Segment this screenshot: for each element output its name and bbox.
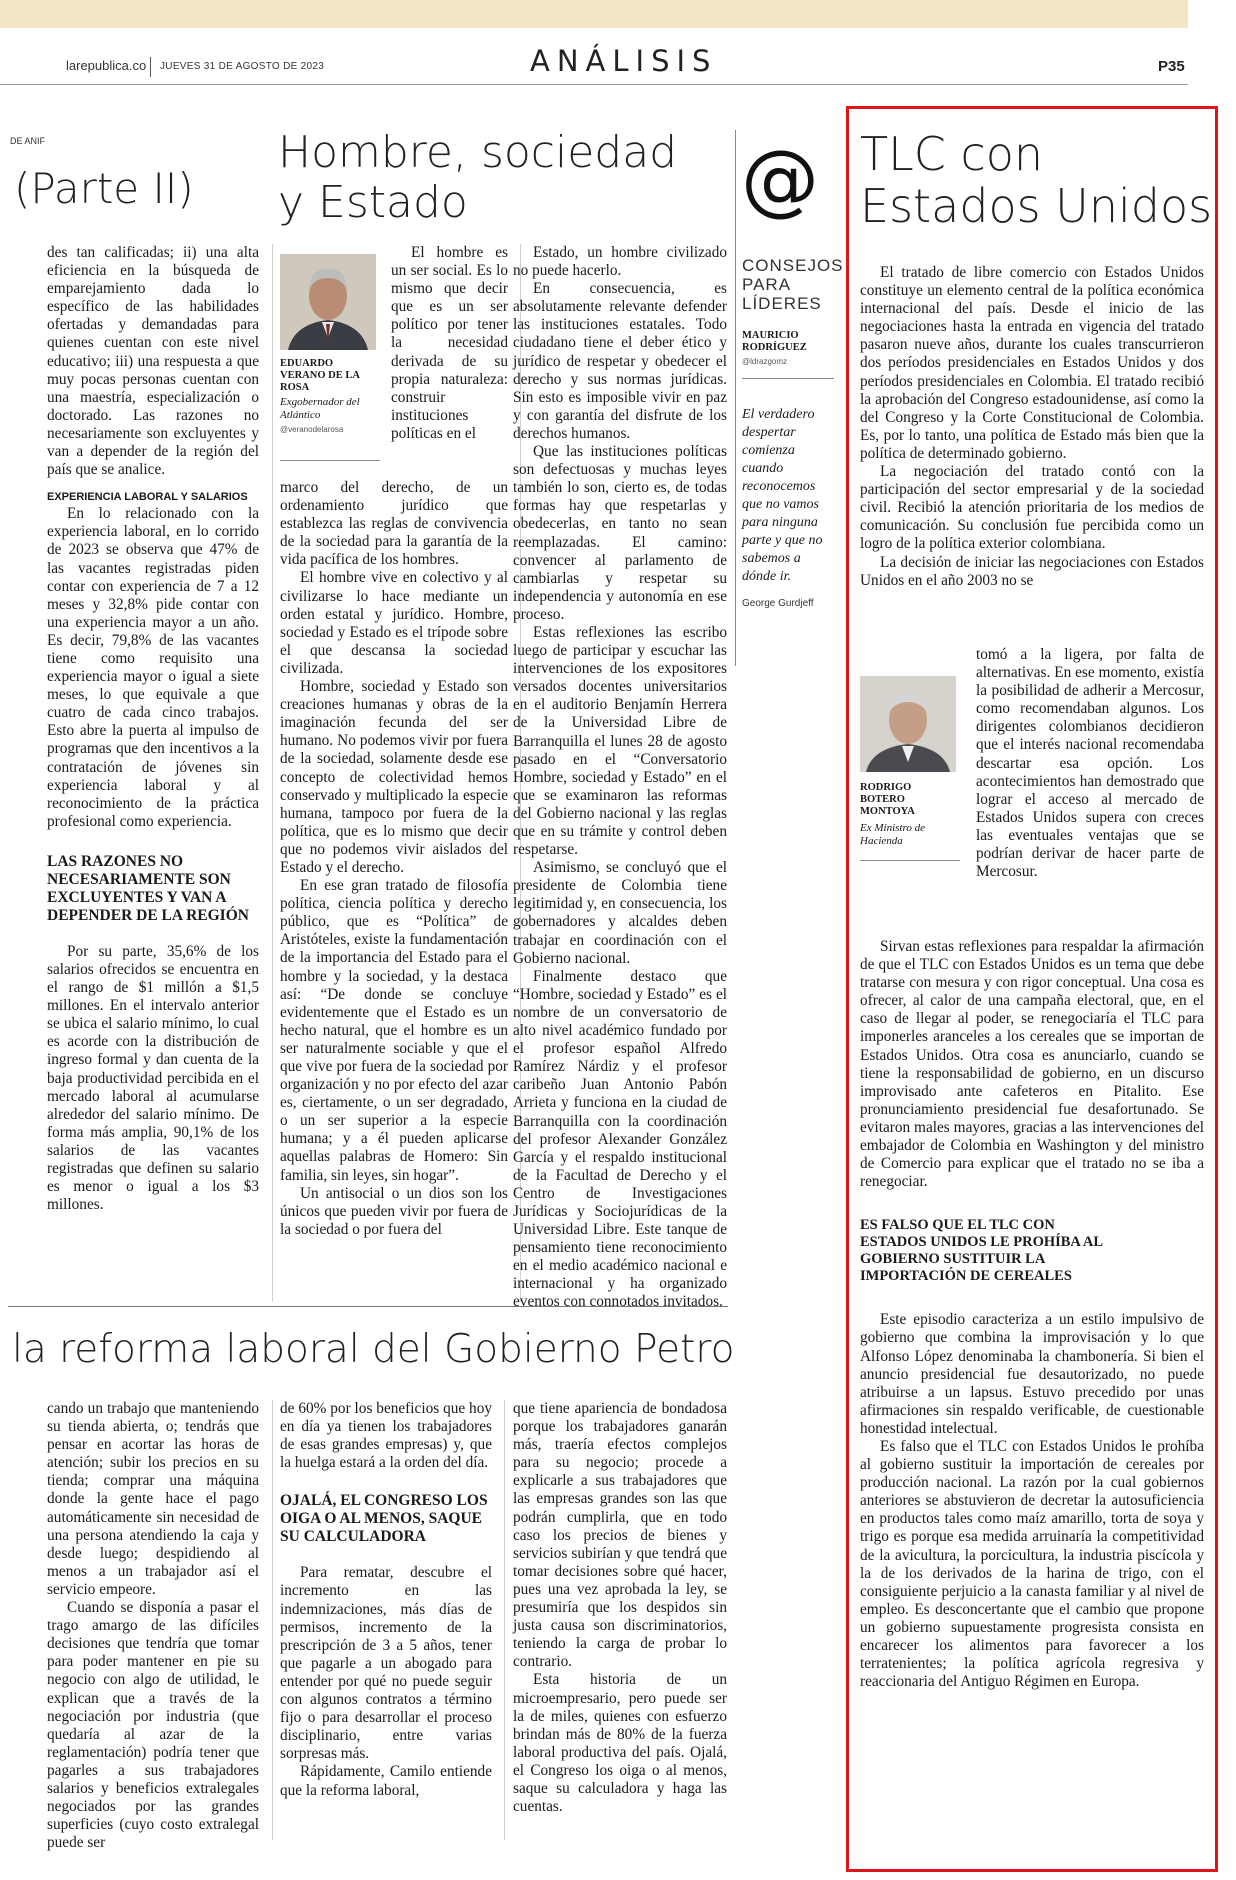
- top-color-bar: [0, 0, 1188, 28]
- paragraph: Es falso que el TLC con Estados Unidos le prohíba al gobierno sustituir la importación de cereales por producción nacional. La razón por la cual gobiernos anteriores se abstuvieron de decretar la autosuficiencia en productos tales como maíz amarillo, torta de soya y trigo es porque esa medida arruinaría la competitividad de la avicultura, la porcicultura, la industria piscícola y la de los derivados de la harina de trigo, con el consiguiente perjuicio a la canasta familiar y al nivel de empleo. Es desconcertante que el cambio que propone un gobierno supuestamente progresista consista en encarecer los alimentos para favorecer a los terratenientes; la política agrícola regresiva y reaccionaria del Antiguo Régimen en Europa.: [860, 1437, 1204, 1691]
- paragraph: Para rematar, descubre el incremento en las indemnizaciones, más días de permisos, incremento de la prescripción de 3 a 5 años, tener que pagarle a un abogado para entender por qué no puede seguir con algunos contratos a término fijo o para desarrollar el proceso disciplinario, entre varias sorpresas más.: [280, 1564, 492, 1763]
- paragraph: Sirvan estas reflexiones para respaldar la afirmación de que el TLC con Estados Unidos es un tema que debe tratarse con mesura y con rigor conceptual. Una cosa es ofrecer, al calor de una campaña electoral, que, en el caso de llegar al poder, se renegociaría el TLC para imponerles aranceles a los cereales que se importan de Estados Unidos. Otra cosa es anunciarlo, cuando se tiene la responsabilidad de gobierno, en un discurso improvisado ante cafeteros en Pitalito. Ese pronunciamiento presidencial fue desafortunado. Se evitaron males mayores, gracias a las intervenciones del embajador de Colombia en Washington y del ministro de Comercio para explicar que el tratado no se iba a renegociar.: [860, 938, 1204, 1191]
- right-column-bottom: [860, 938, 1204, 1691]
- bottom-title: la reforma laboral del Gobierno Petro: [12, 1327, 735, 1372]
- author-role: Exgobernador del Atlántico: [280, 396, 360, 421]
- paragraph: Cuando se disponía a pasar el trago amargo de las difíciles decisiones que tendría que tomar para poder mantener en pie su negocio con algo de utilidad, le explican que a través de la negociación por industria (que quedaría al azar de la reglamentación) podría tener que pagarles a sus trabajadores salarios y beneficios extralegales negociados por las grandes superficies (cuyo costo extralegal puede ser: [47, 1599, 259, 1852]
- right-column-top: [860, 264, 1204, 590]
- quote-author-handle[interactable]: @ldrazgomz: [742, 357, 788, 366]
- author-name: EDUARDO VERANO DE LA ROSA: [280, 358, 360, 393]
- paragraph: de 60% por los beneficios que hoy en día ya tienen los trabajadores de esas grandes empresas) y, que la huelga estará a la orden del día.: [280, 1400, 492, 1472]
- author-block-verano: [280, 358, 380, 434]
- right-narrow-column: [976, 646, 1204, 881]
- at-symbol: @: [741, 135, 819, 225]
- paragraph: Asimismo, se concluyó que el presidente de Colombia tiene legitimidad y, en consecuencia, los gobernadores y alcaldes deben trabajar en coordinación con el Gobierno nacional.: [513, 859, 727, 967]
- issue-date: JUEVES 31 DE AGOSTO DE 2023: [160, 61, 325, 72]
- paragraph: En ese gran tratado de filosofía política, ciencia política y derecho público, que es “Política” de Aristóteles, existe la fundamentación de la importancia del Estado para el hombre y la sociedad, y la destaca así: “De donde se concluye evidentemente que el Estado es un hecho natural, que el hombre es un ser naturalmente sociable y que el que vive por fuera de la sociedad por organización y no por efecto del azar es, ciertamente, o un ser degradado, o un ser superior a la especie humana; y a él pueden aplicarse aquellas palabras de Homero: Sin familia, sin leyes, sin hogar”.: [280, 877, 508, 1184]
- quote-rule: [742, 378, 834, 379]
- paragraph: La negociación del tratado contó con la participación del sector empresarial y de la sociedad civil. Recibió la atención prioritaria de los medios de comunicación. Su conclusión fue percibida como un logro de la política exterior colombiana.: [860, 463, 1204, 553]
- left-subhead: EXPERIENCIA LABORAL Y SALARIOS: [47, 491, 248, 504]
- column-divider: [272, 244, 273, 1302]
- middle-title: [278, 128, 677, 228]
- paragraph: Por su parte, 35,6% de los salarios ofrecidos se encuentra en el rango de $1 millón a $1,5 millones. En el intervalo anterior se ubica el salario mínimo, lo cual es acorde con la distribución de ingreso formal y dan cuenta de la baja productividad percibida en el mercado laboral al acumularse alrededor del salario mínimo. De forma más amplia, 90,1% de los salarios de las vacantes registradas que definen su salario es menor o igual a los $3 millones.: [47, 942, 259, 1214]
- section-title: ANÁLISIS: [530, 44, 718, 78]
- label-line: LÍDERES: [742, 294, 822, 313]
- paragraph: Estas reflexiones las escribo luego de participar y escuchar las intervenciones de los expositores versados docentes universitarios en el auditorio Benjamín Herrera de la Universidad Libre de Barranquilla el lunes 28 de agosto pasado en el “Conversatorio Hombre, sociedad y Estado” en el que se examinaron las reformas del Gobierno nacional y las reglas que en su trámite y control deben respetarse.: [513, 623, 727, 859]
- quote-author-name: MAURICIO RODRÍGUEZ: [742, 330, 807, 353]
- page-number: P35: [1158, 58, 1185, 75]
- right-title: [860, 128, 1212, 232]
- quote-author-block: [742, 330, 834, 366]
- site-name[interactable]: larepublica.co: [66, 58, 147, 73]
- paragraph: Esta historia de un microempresario, pero puede ser la de miles, quienes con esfuerzo brindan más de 80% de la fuerza laboral productiva del país. Ojalá, el Congreso los oiga o al menos, saque su calculadora y haga las cuentas.: [513, 1671, 727, 1816]
- left-column-1: [47, 244, 259, 1214]
- bottom-subhead: OJALÁ, EL CONGRESO LOS OIGA O AL MENOS, SAQUE SU CALCULADORA: [280, 1492, 488, 1546]
- quote-box-border: [735, 130, 736, 666]
- author-name: RODRIGO BOTERO MONTOYA: [860, 782, 915, 817]
- right-title-line2: Estados Unidos: [860, 179, 1213, 233]
- right-title-line1: TLC con: [860, 127, 1044, 181]
- left-kicker: DE ANIF: [10, 136, 46, 146]
- author-rule: [860, 860, 960, 861]
- paragraph: Que las instituciones políticas son defectuosas y muchas leyes también lo son, cierto es, de todas formas hay que respetarlas y obedecerlas, en tanto no sean reemplazadas. El camino: convencer al parlamento de cambiarlas y respetar su independencia y autonomía en ese proceso.: [513, 443, 727, 623]
- paragraph: Rápidamente, Camilo entiende que la reforma laboral,: [280, 1763, 492, 1799]
- left-title: (Parte II): [14, 164, 194, 213]
- paragraph: El hombre vive en colectivo y al civilizarse lo hace mediante un orden estatal y jurídico. Hombre, sociedad y Estado es el trípode sobre el que descansa la sociedad civilizada.: [280, 569, 508, 677]
- quote-text: El verdadero despertar comienza cuando reconocemos que no vamos para ninguna parte y que no sabemos a dónde ir.: [742, 407, 823, 584]
- middle-column-1: [280, 479, 508, 1239]
- quote-box-label: [742, 256, 844, 313]
- masthead-divider: [150, 57, 151, 77]
- paragraph: El tratado de libre comercio con Estados Unidos constituye un elemento central de la política económica internacional del país. Desde el inicio de las negociaciones hasta la entrada en vigencia del tratado pasaron nueve años, durante los cuales transcurrieron dos períodos presidenciales en Estados Unidos y dos períodos presidenciales en Colombia. El tratado recibió la aprobación del Congreso estadounidense, así como la del Congreso y la Corte Constitucional de Colombia. Es, por lo tanto, una política de Estado más bien que la política de determinado gobierno.: [860, 264, 1204, 462]
- paragraph: marco del derecho, de un ordenamiento jurídico que establezca las reglas de convivencia de la sociedad para la garantía de la vida pacífica de los hombres.: [280, 479, 508, 569]
- paragraph: Finalmente destaco que “Hombre, sociedad y Estado” es el nombre de un conversatorio de alto nivel académico fundado por el profesor español Alfredo Ramírez Nárdiz y el profesor caribeño Juan Antonio Pabón Arrieta y funciona en la ciudad de Barranquilla con la coordinación del profesor Alexander González García y el respaldo institucional de la Facultad de Derecho y el Centro de Investigaciones Jurídicas y Sociojurídicas de la Universidad Libre. Este tanque de pensamiento tiene reconocimiento en el medio académico nacional e internacional y ha organizado eventos con connotados invitados.: [513, 967, 727, 1311]
- author-photo-verano: [280, 254, 376, 350]
- right-subhead: ES FALSO QUE EL TLC CON ESTADOS UNIDOS LE PROHÍBA AL GOBIERNO SUSTITUIR LA IMPORTACIÓN DE CEREALES: [860, 1217, 1103, 1285]
- middle-title-line1: Hombre, sociedad: [278, 127, 678, 178]
- author-rule: [280, 460, 380, 461]
- column-divider: [272, 1400, 273, 1840]
- label-line: CONSEJOS: [742, 256, 844, 275]
- author-block-botero: [860, 782, 956, 848]
- author-photo-botero: [860, 676, 956, 772]
- paragraph: La decisión de iniciar las negociaciones con Estados Unidos en el año 2003 no se: [860, 553, 1204, 589]
- bottom-column-3: [513, 1400, 727, 1816]
- middle-column-2: [513, 244, 727, 1312]
- bottom-column-1: [47, 1400, 259, 1852]
- paragraph: El hombre es un ser social. Es lo mismo que decir que es un ser político por tener la necesidad derivada de su propia naturaleza: construir instituciones políticas en el: [391, 244, 508, 442]
- middle-title-line2: y Estado: [278, 177, 468, 228]
- left-big-subhead: LAS RAZONES NO NECESARIAMENTE SON EXCLUYENTES Y VAN A DEPENDER DE LA REGIÓN: [47, 852, 249, 924]
- paragraph: que tiene apariencia de bondadosa porque los trabajadores ganarán más, traería efectos complejos para su negocio; procede a explicarle a sus trabajadores que las empresas grandes son las que podrán cumplirla, que en todo caso los precios de bienes y servicios subirían y que tendrá que tomar decisiones sobre qué hacer, pues una vez aprobada la ley, se presumiría que los despidos sin justa causa son discriminatorios, teniendo la carga de probar lo contrario.: [513, 1400, 727, 1671]
- author-role: Ex Ministro de Hacienda: [860, 822, 925, 847]
- paragraph: cando un trabajo que manteniendo su tienda abierta, o; tendrás que pensar en acortar las horas de atención; subir los precios en su tienda; comprar una máquina donde la gente hace el pago automáticamente sin necesidad de una persona atendiendo la caja y desde luego; despidiendo al menos a un trabajador así el servicio empeore.: [47, 1400, 259, 1598]
- bottom-column-2: [280, 1400, 492, 1800]
- paragraph: En lo relacionado con la experiencia laboral, en lo corrido de 2023 se observa que 47% de las vacantes registradas piden contar con experiencia de 7 a 12 meses y 32,8% pide contar con una experiencia mayor a un año. Es decir, 79,8% de las vacantes tiene como requisito una experiencia mayor o igual a siete meses, lo que equivale a que cuatro de cada cinco trabajos. Esto abre la puerta al impulso de programas que den incentivos a la contratación de jóvenes sin experiencia laboral y al reconocimiento de la práctica profesional como experiencia.: [47, 505, 259, 830]
- paragraph: Este episodio caracteriza a un estilo impulsivo de gobierno que combina la improvisación y lo que Alfonso López denominaba la chambonería. Si bien el anuncio presidencial fue desautorizado, no puede atribuirse a un lapsus. Estuvo precedido por unas afirmaciones sin respaldo verificable, de cuestionable honestidad intelectual.: [860, 1311, 1204, 1437]
- paragraph: Hombre, sociedad y Estado son creaciones humanas y obras de la imaginación fecunda del ser humano. No podemos vivir por fuera de la sociedad, solamente desde ese concepto de colectividad hemos conservado y multiplicado la especie humana, tampoco por fuera de la política, que es lo mismo que decir que no podemos vivir aislados del Estado y el derecho.: [280, 678, 508, 876]
- masthead-rule: [0, 84, 1188, 85]
- middle-narrow-column: [391, 244, 508, 443]
- paragraph: tomó a la ligera, por falta de alternativas. En ese momento, existía la posibilidad de adherir a Mercosur, como recomendaban algunos. Los dirigentes colombianos decidieron que el interés nacional recomendaba descartar esa opción. Los acontecimientos han demostrado que lograr el acceso al mercado de Estados Unidos supera con creces las eventuales ventajas que se podrían derivar de hacer parte de Mercosur.: [976, 646, 1204, 881]
- paragraph: des tan calificadas; ii) una alta eficiencia en la búsqueda de emparejamiento dada lo específico de las habilidades ofertadas y demandadas para quienes cuentan con este nivel educativo; iii) una respuesta a que muy pocas personas cuentan con una maestría, especialización o doctorado. Las razones no necesariamente son excluyentes y van a depender de la región del país que se analice.: [47, 244, 259, 479]
- paragraph: Un antisocial o un dios son los únicos que pueden vivir por fuera de la sociedad o por fuera del: [280, 1184, 508, 1238]
- paragraph: Estado, un hombre civilizado no puede hacerlo.: [513, 244, 727, 280]
- author-handle[interactable]: @veranodelarosa: [280, 425, 344, 434]
- column-divider: [504, 1400, 505, 1840]
- label-line: PARA: [742, 275, 792, 294]
- quote-attribution: George Gurdjeff: [742, 598, 814, 609]
- paragraph: En consecuencia, es absolutamente relevante defender las instituciones estatales. Todo ciudadano tiene el deber ético y jurídico de respetar y obedecer el derecho y sus normas jurídicas. Sin esto es imposible vivir en paz y con garantía del disfrute de los derechos humanos.: [513, 280, 727, 442]
